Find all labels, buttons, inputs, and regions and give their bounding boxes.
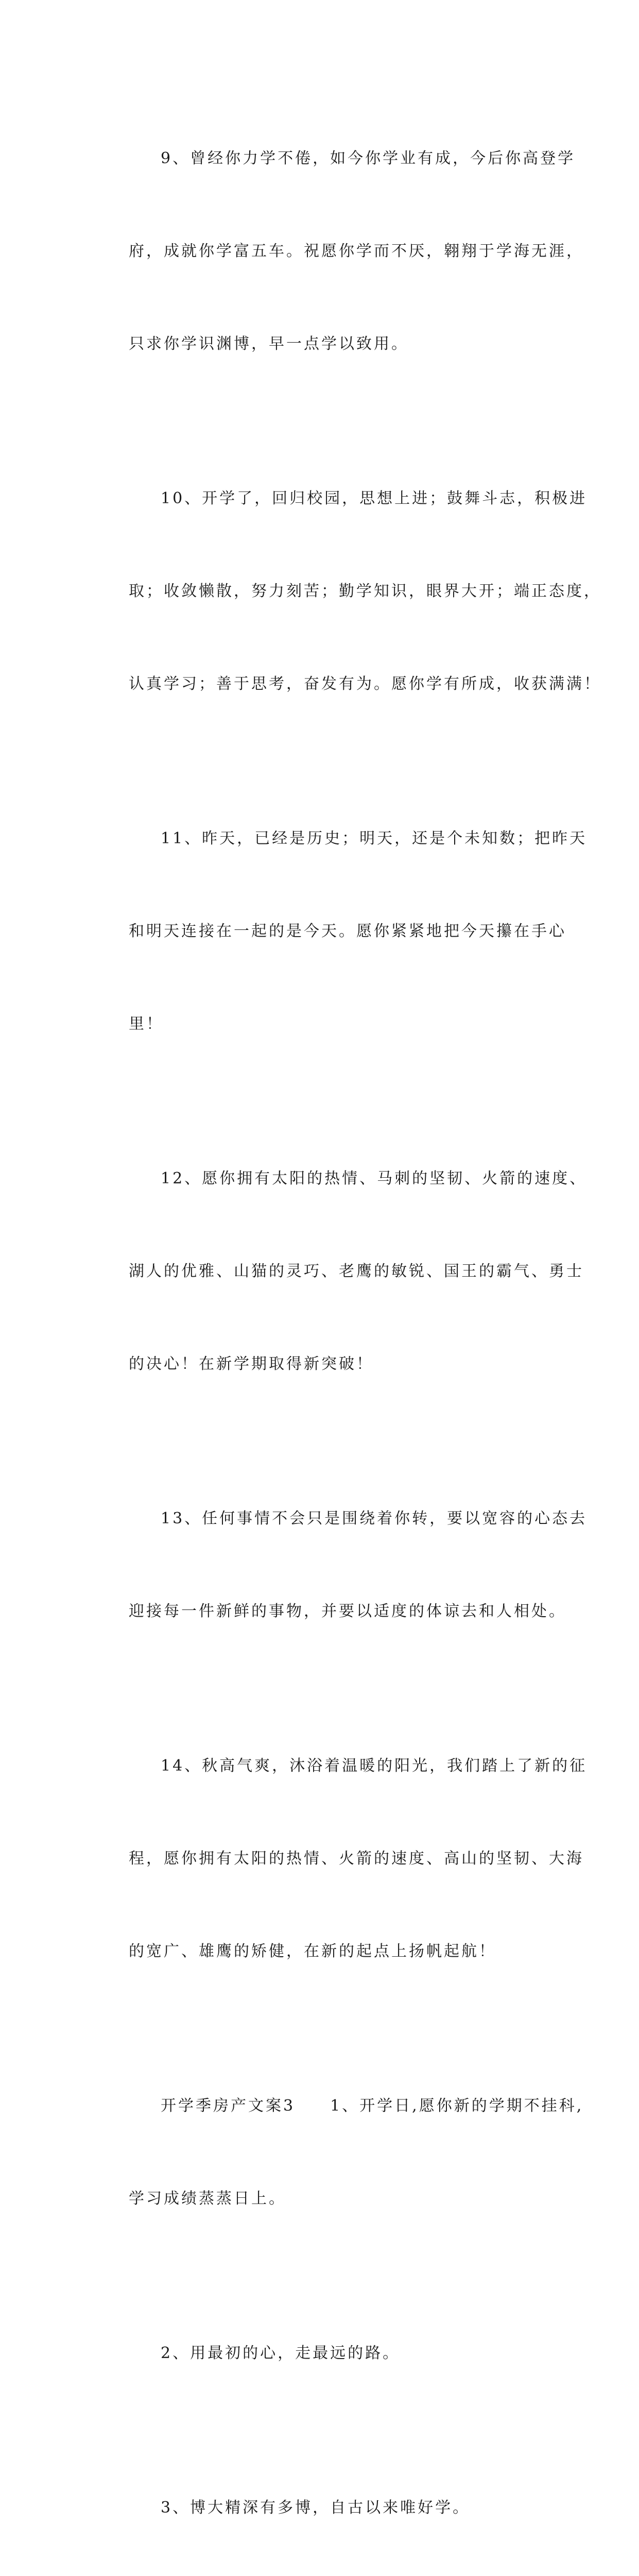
text-line: 里！ — [129, 1015, 164, 1033]
text-line: 2、用最初的心，走最远的路。 — [161, 2344, 401, 2362]
text-line: 和明天连接在一起的是今天。愿你紧紧地把今天攥在手心 — [129, 922, 566, 940]
text-line: 湖人的优雅、山猫的灵巧、老鹰的敏锐、国王的霸气、勇士 — [129, 1262, 584, 1280]
text-line: 11、昨天，已经是历史；明天，还是个未知数；把昨天 — [161, 829, 588, 848]
paragraph-12 — [98, 1101, 588, 1442]
document-body — [98, 81, 601, 2576]
text-line: 的决心！在新学期取得新突破！ — [129, 1355, 374, 1373]
text-line: 3、博大精深有多博，自古以来唯好学。 — [161, 2499, 471, 2517]
paragraph-9 — [98, 81, 584, 421]
paragraph-2 — [98, 2276, 549, 2431]
paragraph-13 — [98, 1442, 588, 1689]
text-line: 只求你学识渊博，早一点学以致用。 — [129, 335, 409, 353]
text-line: 13、任何事情不会只是围绕着你转，要以宽容的心态去 — [161, 1510, 588, 1528]
text-line: 14、秋高气爽，沐浴着温暖的阳光，我们踏上了新的征 — [161, 1757, 588, 1775]
paragraph-10 — [98, 421, 601, 761]
text-line: 迎接每一件新鲜的事物，并要以适度的体谅去和人相处。 — [129, 1602, 566, 1620]
section-heading-paragraph — [98, 2029, 584, 2276]
text-line: 9、曾经你力学不倦，如今你学业有成，今后你高登学 — [161, 149, 576, 167]
text-line: 的宽广、雄鹰的矫健，在新的起点上扬帆起航！ — [129, 1942, 496, 1960]
text-line: 学习成绩蒸蒸日上。 — [129, 2190, 286, 2208]
text-line: 开学季房产文案3 1、开学日,愿你新的学期不挂科, — [161, 2097, 584, 2115]
text-line: 程，愿你拥有太阳的热情、火箭的速度、高山的坚韧、大海 — [129, 1850, 584, 1868]
text-line: 取；收敛懒散，努力刻苦；勤学知识，眼界大开；端正态度， — [129, 582, 601, 600]
text-line: 10、开学了，回归校园，思想上进；鼓舞斗志，积极进 — [161, 489, 588, 507]
paragraph-11 — [98, 761, 588, 1101]
paragraph-14 — [98, 1689, 588, 2029]
text-line: 认真学习；善于思考，奋发有为。愿你学有所成，收获满满！ — [129, 675, 601, 693]
text-line: 12、愿你拥有太阳的热情、马刺的坚韧、火箭的速度、 — [161, 1170, 588, 1188]
paragraph-3 — [98, 2431, 549, 2576]
text-line: 府，成就你学富五车。祝愿你学而不厌，翱翔于学海无涯， — [129, 242, 584, 260]
